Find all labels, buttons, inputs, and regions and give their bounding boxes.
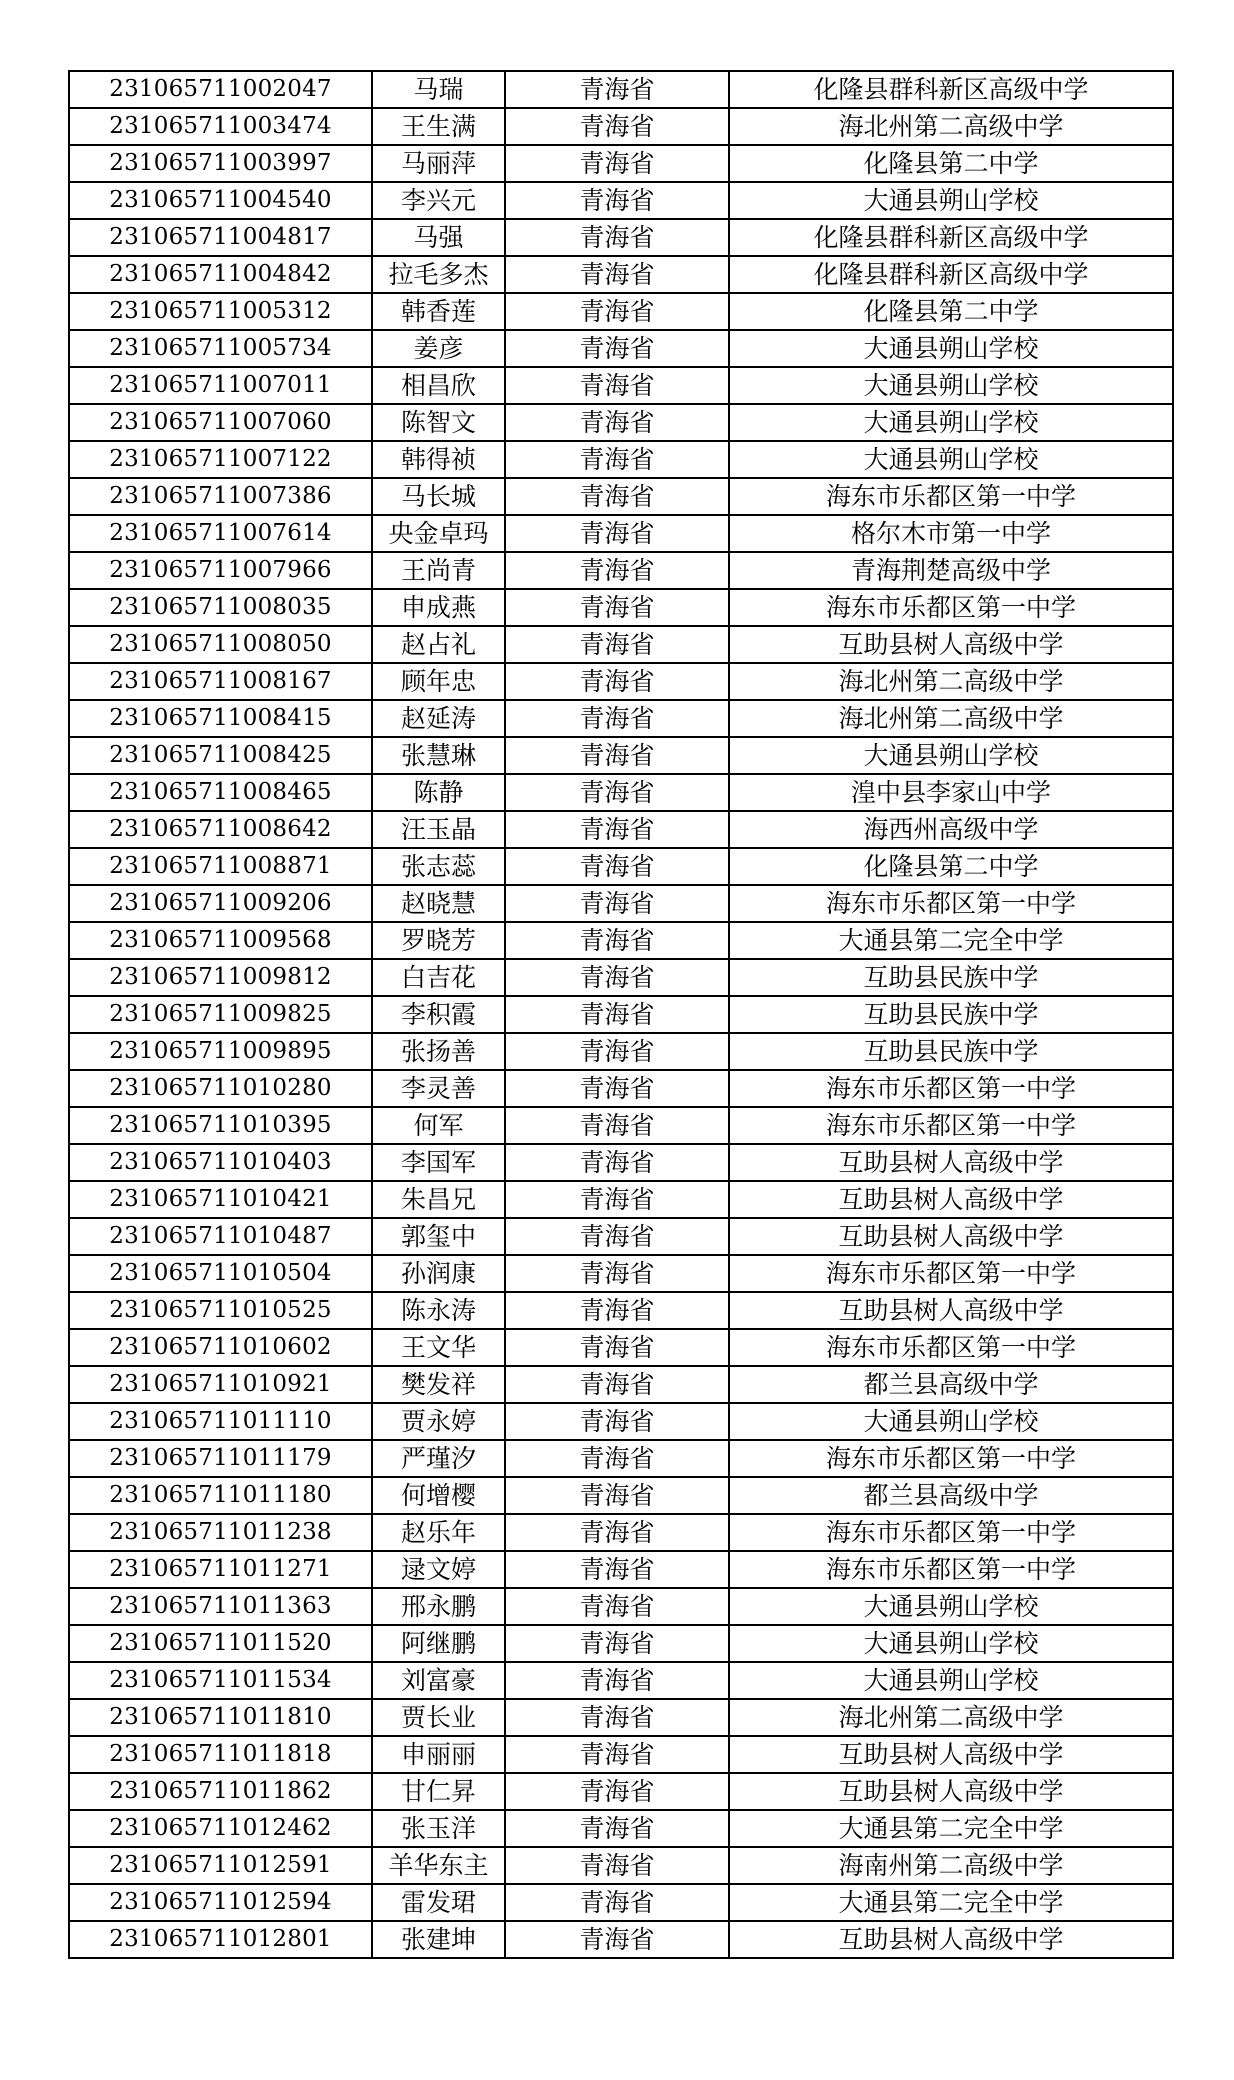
student-name-cell: 邢永鹏 xyxy=(372,1588,505,1625)
school-cell: 大通县朔山学校 xyxy=(729,1403,1173,1440)
exam-id-cell: 231065711011363 xyxy=(69,1588,372,1625)
province-cell: 青海省 xyxy=(505,1810,729,1847)
exam-id-cell: 231065711007060 xyxy=(69,404,372,441)
exam-id-cell: 231065711009825 xyxy=(69,996,372,1033)
table-row xyxy=(69,700,1173,737)
exam-id-cell: 231065711008871 xyxy=(69,848,372,885)
student-name-cell: 逯文婷 xyxy=(372,1551,505,1588)
exam-id-cell: 231065711004842 xyxy=(69,256,372,293)
table-row xyxy=(69,219,1173,256)
exam-id-cell: 231065711009206 xyxy=(69,885,372,922)
school-cell: 大通县朔山学校 xyxy=(729,330,1173,367)
exam-id-cell: 231065711011180 xyxy=(69,1477,372,1514)
province-cell: 青海省 xyxy=(505,589,729,626)
exam-id-cell: 231065711005312 xyxy=(69,293,372,330)
province-cell: 青海省 xyxy=(505,737,729,774)
student-name-cell: 朱昌兄 xyxy=(372,1181,505,1218)
table-row xyxy=(69,1625,1173,1662)
school-cell: 化隆县群科新区高级中学 xyxy=(729,256,1173,293)
student-name-cell: 马强 xyxy=(372,219,505,256)
province-cell: 青海省 xyxy=(505,1847,729,1884)
province-cell: 青海省 xyxy=(505,663,729,700)
province-cell: 青海省 xyxy=(505,1218,729,1255)
table-row xyxy=(69,330,1173,367)
exam-id-cell: 231065711010395 xyxy=(69,1107,372,1144)
province-cell: 青海省 xyxy=(505,1773,729,1810)
school-cell: 化隆县第二中学 xyxy=(729,293,1173,330)
province-cell: 青海省 xyxy=(505,1514,729,1551)
exam-id-cell: 231065711012462 xyxy=(69,1810,372,1847)
table-row xyxy=(69,404,1173,441)
student-name-cell: 马丽萍 xyxy=(372,145,505,182)
school-cell: 海东市乐都区第一中学 xyxy=(729,1440,1173,1477)
table-row xyxy=(69,1033,1173,1070)
exam-id-cell: 231065711008035 xyxy=(69,589,372,626)
province-cell: 青海省 xyxy=(505,811,729,848)
school-cell: 化隆县第二中学 xyxy=(729,848,1173,885)
student-name-cell: 李积霞 xyxy=(372,996,505,1033)
school-cell: 大通县朔山学校 xyxy=(729,404,1173,441)
student-name-cell: 雷发珺 xyxy=(372,1884,505,1921)
exam-id-cell: 231065711010280 xyxy=(69,1070,372,1107)
province-cell: 青海省 xyxy=(505,1662,729,1699)
province-cell: 青海省 xyxy=(505,1255,729,1292)
school-cell: 大通县朔山学校 xyxy=(729,367,1173,404)
province-cell: 青海省 xyxy=(505,1551,729,1588)
student-name-cell: 申丽丽 xyxy=(372,1736,505,1773)
student-name-cell: 甘仁昇 xyxy=(372,1773,505,1810)
student-name-cell: 贾永婷 xyxy=(372,1403,505,1440)
school-cell: 大通县朔山学校 xyxy=(729,737,1173,774)
school-cell: 湟中县李家山中学 xyxy=(729,774,1173,811)
province-cell: 青海省 xyxy=(505,515,729,552)
student-name-cell: 何增樱 xyxy=(372,1477,505,1514)
student-name-cell: 李兴元 xyxy=(372,182,505,219)
student-name-cell: 张志蕊 xyxy=(372,848,505,885)
table-row xyxy=(69,1921,1173,1958)
student-name-cell: 相昌欣 xyxy=(372,367,505,404)
province-cell: 青海省 xyxy=(505,1144,729,1181)
province-cell: 青海省 xyxy=(505,922,729,959)
school-cell: 互助县树人高级中学 xyxy=(729,1921,1173,1958)
province-cell: 青海省 xyxy=(505,996,729,1033)
exam-id-cell: 231065711003474 xyxy=(69,108,372,145)
province-cell: 青海省 xyxy=(505,145,729,182)
exam-id-cell: 231065711007614 xyxy=(69,515,372,552)
school-cell: 大通县朔山学校 xyxy=(729,182,1173,219)
exam-id-cell: 231065711011271 xyxy=(69,1551,372,1588)
table-row xyxy=(69,1144,1173,1181)
exam-id-cell: 231065711008167 xyxy=(69,663,372,700)
exam-id-cell: 231065711011520 xyxy=(69,1625,372,1662)
student-name-cell: 张玉洋 xyxy=(372,1810,505,1847)
school-cell: 大通县朔山学校 xyxy=(729,1625,1173,1662)
table-row xyxy=(69,1477,1173,1514)
province-cell: 青海省 xyxy=(505,1440,729,1477)
school-cell: 海西州高级中学 xyxy=(729,811,1173,848)
school-cell: 互助县树人高级中学 xyxy=(729,1181,1173,1218)
exam-id-cell: 231065711007966 xyxy=(69,552,372,589)
roster-body xyxy=(69,71,1173,1958)
student-name-cell: 陈智文 xyxy=(372,404,505,441)
exam-id-cell: 231065711010504 xyxy=(69,1255,372,1292)
table-row xyxy=(69,626,1173,663)
exam-id-cell: 231065711004540 xyxy=(69,182,372,219)
school-cell: 都兰县高级中学 xyxy=(729,1477,1173,1514)
student-name-cell: 刘富豪 xyxy=(372,1662,505,1699)
exam-id-cell: 231065711010421 xyxy=(69,1181,372,1218)
exam-id-cell: 231065711010487 xyxy=(69,1218,372,1255)
table-row xyxy=(69,1884,1173,1921)
student-name-cell: 羊华东主 xyxy=(372,1847,505,1884)
student-name-cell: 申成燕 xyxy=(372,589,505,626)
school-cell: 化隆县群科新区高级中学 xyxy=(729,219,1173,256)
student-name-cell: 马长城 xyxy=(372,478,505,515)
province-cell: 青海省 xyxy=(505,1033,729,1070)
province-cell: 青海省 xyxy=(505,1107,729,1144)
school-cell: 大通县朔山学校 xyxy=(729,1588,1173,1625)
school-cell: 大通县朔山学校 xyxy=(729,1662,1173,1699)
student-name-cell: 汪玉晶 xyxy=(372,811,505,848)
province-cell: 青海省 xyxy=(505,404,729,441)
province-cell: 青海省 xyxy=(505,1292,729,1329)
student-name-cell: 阿继鹏 xyxy=(372,1625,505,1662)
table-row xyxy=(69,182,1173,219)
table-row xyxy=(69,1514,1173,1551)
school-cell: 互助县民族中学 xyxy=(729,996,1173,1033)
exam-id-cell: 231065711011110 xyxy=(69,1403,372,1440)
student-name-cell: 孙润康 xyxy=(372,1255,505,1292)
school-cell: 大通县朔山学校 xyxy=(729,441,1173,478)
exam-id-cell: 231065711011179 xyxy=(69,1440,372,1477)
student-name-cell: 姜彦 xyxy=(372,330,505,367)
student-name-cell: 王文华 xyxy=(372,1329,505,1366)
table-row xyxy=(69,1070,1173,1107)
school-cell: 海北州第二高级中学 xyxy=(729,700,1173,737)
table-row xyxy=(69,1366,1173,1403)
student-name-cell: 张扬善 xyxy=(372,1033,505,1070)
table-row xyxy=(69,1847,1173,1884)
province-cell: 青海省 xyxy=(505,1070,729,1107)
exam-id-cell: 231065711010602 xyxy=(69,1329,372,1366)
table-row xyxy=(69,589,1173,626)
school-cell: 青海荆楚高级中学 xyxy=(729,552,1173,589)
school-cell: 大通县第二完全中学 xyxy=(729,1884,1173,1921)
exam-id-cell: 231065711010921 xyxy=(69,1366,372,1403)
student-name-cell: 央金卓玛 xyxy=(372,515,505,552)
student-name-cell: 白吉花 xyxy=(372,959,505,996)
student-name-cell: 赵占礼 xyxy=(372,626,505,663)
province-cell: 青海省 xyxy=(505,1736,729,1773)
school-cell: 海东市乐都区第一中学 xyxy=(729,1107,1173,1144)
table-row xyxy=(69,663,1173,700)
table-row xyxy=(69,848,1173,885)
school-cell: 化隆县群科新区高级中学 xyxy=(729,71,1173,108)
exam-id-cell: 231065711007122 xyxy=(69,441,372,478)
table-row xyxy=(69,441,1173,478)
table-row xyxy=(69,1588,1173,1625)
exam-id-cell: 231065711011534 xyxy=(69,1662,372,1699)
table-row xyxy=(69,515,1173,552)
table-row xyxy=(69,1329,1173,1366)
province-cell: 青海省 xyxy=(505,1477,729,1514)
school-cell: 大通县第二完全中学 xyxy=(729,1810,1173,1847)
school-cell: 海东市乐都区第一中学 xyxy=(729,1255,1173,1292)
province-cell: 青海省 xyxy=(505,848,729,885)
exam-id-cell: 231065711009895 xyxy=(69,1033,372,1070)
table-row xyxy=(69,774,1173,811)
exam-id-cell: 231065711010525 xyxy=(69,1292,372,1329)
province-cell: 青海省 xyxy=(505,219,729,256)
school-cell: 海东市乐都区第一中学 xyxy=(729,1329,1173,1366)
province-cell: 青海省 xyxy=(505,256,729,293)
province-cell: 青海省 xyxy=(505,1699,729,1736)
province-cell: 青海省 xyxy=(505,1884,729,1921)
table-row xyxy=(69,478,1173,515)
table-row xyxy=(69,1699,1173,1736)
school-cell: 互助县民族中学 xyxy=(729,959,1173,996)
table-row xyxy=(69,922,1173,959)
province-cell: 青海省 xyxy=(505,774,729,811)
province-cell: 青海省 xyxy=(505,552,729,589)
province-cell: 青海省 xyxy=(505,478,729,515)
province-cell: 青海省 xyxy=(505,626,729,663)
exam-id-cell: 231065711008415 xyxy=(69,700,372,737)
table-row xyxy=(69,293,1173,330)
student-name-cell: 韩得祯 xyxy=(372,441,505,478)
student-name-cell: 马瑞 xyxy=(372,71,505,108)
student-name-cell: 赵晓慧 xyxy=(372,885,505,922)
province-cell: 青海省 xyxy=(505,1181,729,1218)
province-cell: 青海省 xyxy=(505,71,729,108)
exam-id-cell: 231065711011238 xyxy=(69,1514,372,1551)
exam-id-cell: 231065711009568 xyxy=(69,922,372,959)
student-name-cell: 王尚青 xyxy=(372,552,505,589)
student-name-cell: 陈静 xyxy=(372,774,505,811)
student-name-cell: 赵延涛 xyxy=(372,700,505,737)
school-cell: 海东市乐都区第一中学 xyxy=(729,478,1173,515)
exam-id-cell: 231065711002047 xyxy=(69,71,372,108)
table-row xyxy=(69,1773,1173,1810)
table-row xyxy=(69,1551,1173,1588)
table-row xyxy=(69,1810,1173,1847)
table-row xyxy=(69,1292,1173,1329)
student-name-cell: 郭玺中 xyxy=(372,1218,505,1255)
table-row xyxy=(69,1662,1173,1699)
school-cell: 海北州第二高级中学 xyxy=(729,108,1173,145)
table-row xyxy=(69,885,1173,922)
province-cell: 青海省 xyxy=(505,1625,729,1662)
school-cell: 互助县树人高级中学 xyxy=(729,1144,1173,1181)
province-cell: 青海省 xyxy=(505,1366,729,1403)
school-cell: 海东市乐都区第一中学 xyxy=(729,589,1173,626)
school-cell: 互助县民族中学 xyxy=(729,1033,1173,1070)
exam-id-cell: 231065711004817 xyxy=(69,219,372,256)
province-cell: 青海省 xyxy=(505,1403,729,1440)
school-cell: 互助县树人高级中学 xyxy=(729,1773,1173,1810)
student-name-cell: 陈永涛 xyxy=(372,1292,505,1329)
table-row xyxy=(69,256,1173,293)
exam-id-cell: 231065711009812 xyxy=(69,959,372,996)
table-row xyxy=(69,367,1173,404)
table-row xyxy=(69,1403,1173,1440)
exam-id-cell: 231065711011862 xyxy=(69,1773,372,1810)
student-name-cell: 韩香莲 xyxy=(372,293,505,330)
province-cell: 青海省 xyxy=(505,1588,729,1625)
student-name-cell: 张建坤 xyxy=(372,1921,505,1958)
exam-id-cell: 231065711012801 xyxy=(69,1921,372,1958)
student-name-cell: 贾长业 xyxy=(372,1699,505,1736)
province-cell: 青海省 xyxy=(505,441,729,478)
school-cell: 海东市乐都区第一中学 xyxy=(729,1070,1173,1107)
exam-id-cell: 231065711008465 xyxy=(69,774,372,811)
province-cell: 青海省 xyxy=(505,330,729,367)
student-name-cell: 李国军 xyxy=(372,1144,505,1181)
school-cell: 互助县树人高级中学 xyxy=(729,1218,1173,1255)
table-row xyxy=(69,1255,1173,1292)
school-cell: 互助县树人高级中学 xyxy=(729,626,1173,663)
province-cell: 青海省 xyxy=(505,1921,729,1958)
table-row xyxy=(69,108,1173,145)
student-name-cell: 严瑾汐 xyxy=(372,1440,505,1477)
student-name-cell: 赵乐年 xyxy=(372,1514,505,1551)
student-name-cell: 李灵善 xyxy=(372,1070,505,1107)
province-cell: 青海省 xyxy=(505,959,729,996)
school-cell: 海北州第二高级中学 xyxy=(729,663,1173,700)
student-name-cell: 张慧琳 xyxy=(372,737,505,774)
student-name-cell: 顾年忠 xyxy=(372,663,505,700)
table-row xyxy=(69,1181,1173,1218)
province-cell: 青海省 xyxy=(505,293,729,330)
province-cell: 青海省 xyxy=(505,700,729,737)
table-row xyxy=(69,71,1173,108)
school-cell: 大通县第二完全中学 xyxy=(729,922,1173,959)
province-cell: 青海省 xyxy=(505,182,729,219)
exam-id-cell: 231065711007386 xyxy=(69,478,372,515)
school-cell: 海东市乐都区第一中学 xyxy=(729,1514,1173,1551)
exam-id-cell: 231065711008642 xyxy=(69,811,372,848)
school-cell: 海北州第二高级中学 xyxy=(729,1699,1173,1736)
province-cell: 青海省 xyxy=(505,1329,729,1366)
school-cell: 海南州第二高级中学 xyxy=(729,1847,1173,1884)
exam-id-cell: 231065711008425 xyxy=(69,737,372,774)
school-cell: 海东市乐都区第一中学 xyxy=(729,885,1173,922)
table-row xyxy=(69,811,1173,848)
table-row xyxy=(69,1736,1173,1773)
table-row xyxy=(69,552,1173,589)
student-name-cell: 樊发祥 xyxy=(372,1366,505,1403)
exam-id-cell: 231065711012591 xyxy=(69,1847,372,1884)
exam-id-cell: 231065711005734 xyxy=(69,330,372,367)
table-row xyxy=(69,1218,1173,1255)
table-row xyxy=(69,1107,1173,1144)
table-row xyxy=(69,1440,1173,1477)
exam-id-cell: 231065711008050 xyxy=(69,626,372,663)
school-cell: 格尔木市第一中学 xyxy=(729,515,1173,552)
exam-id-cell: 231065711011818 xyxy=(69,1736,372,1773)
table-row xyxy=(69,737,1173,774)
school-cell: 互助县树人高级中学 xyxy=(729,1736,1173,1773)
exam-id-cell: 231065711003997 xyxy=(69,145,372,182)
student-name-cell: 拉毛多杰 xyxy=(372,256,505,293)
student-name-cell: 罗晓芳 xyxy=(372,922,505,959)
exam-id-cell: 231065711010403 xyxy=(69,1144,372,1181)
province-cell: 青海省 xyxy=(505,885,729,922)
school-cell: 互助县树人高级中学 xyxy=(729,1292,1173,1329)
school-cell: 海东市乐都区第一中学 xyxy=(729,1551,1173,1588)
student-name-cell: 王生满 xyxy=(372,108,505,145)
province-cell: 青海省 xyxy=(505,108,729,145)
student-name-cell: 何军 xyxy=(372,1107,505,1144)
school-cell: 都兰县高级中学 xyxy=(729,1366,1173,1403)
roster-table xyxy=(68,70,1174,1959)
table-row xyxy=(69,996,1173,1033)
exam-id-cell: 231065711007011 xyxy=(69,367,372,404)
exam-id-cell: 231065711011810 xyxy=(69,1699,372,1736)
table-row xyxy=(69,959,1173,996)
province-cell: 青海省 xyxy=(505,367,729,404)
exam-id-cell: 231065711012594 xyxy=(69,1884,372,1921)
school-cell: 化隆县第二中学 xyxy=(729,145,1173,182)
table-row xyxy=(69,145,1173,182)
